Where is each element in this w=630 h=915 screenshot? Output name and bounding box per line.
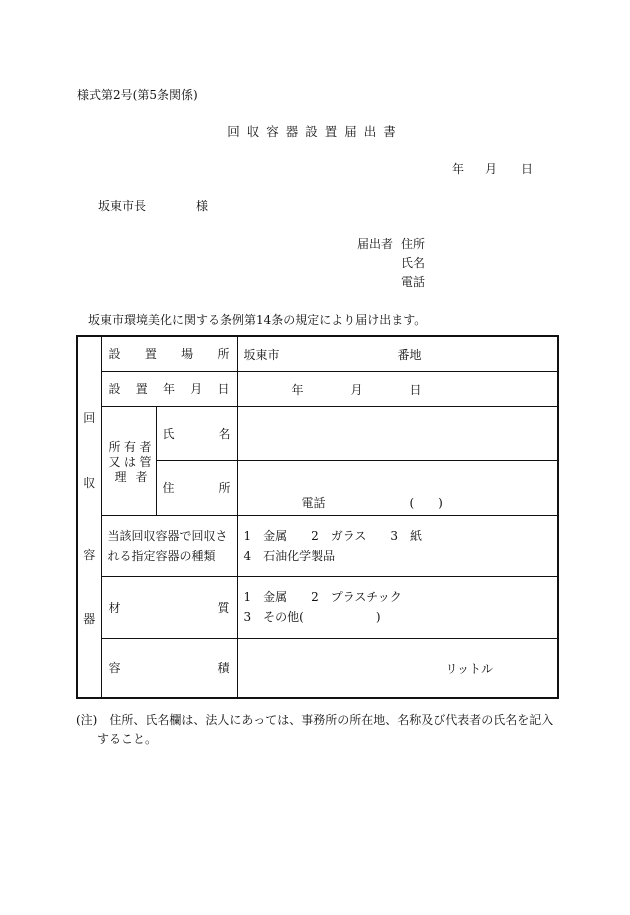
notifier-label: 届出者 — [357, 237, 394, 251]
page-title: 回収容器設置届出書 — [227, 124, 403, 139]
label-char: は — [123, 455, 136, 469]
label-char: 積 — [217, 661, 230, 676]
owner-label-cell — [101, 406, 156, 515]
location-banchi: 番地 — [397, 347, 422, 362]
types-value-cell[interactable] — [237, 515, 558, 576]
label-char: 者 — [135, 470, 148, 484]
addressee-name: 坂東市長 — [98, 199, 147, 213]
row-install-date — [77, 371, 558, 406]
owner-name-value-cell[interactable] — [237, 406, 558, 460]
types-line-1: 1 金属 2 ガラス 3 紙 — [243, 528, 423, 543]
row-location — [77, 336, 558, 371]
notifier-name-label: 氏名 — [401, 256, 426, 270]
install-year: 年 — [291, 382, 304, 397]
location-label-cell — [101, 336, 237, 371]
label-char: 設 — [108, 382, 121, 396]
owner-address-value-cell[interactable] — [237, 460, 558, 515]
label-char: 材 — [108, 600, 121, 615]
material-value-cell[interactable] — [237, 576, 558, 638]
label-char: 日 — [217, 382, 230, 396]
addressee-honorific: 様 — [196, 199, 209, 213]
label-char: 住 — [162, 481, 175, 495]
row-material — [77, 576, 558, 638]
types-label-line: れる指定容器の種類 — [107, 548, 216, 563]
label-char: 年 — [162, 382, 175, 396]
material-label-cell — [101, 576, 237, 638]
label-char: 場 — [181, 347, 194, 362]
install-date-label-cell — [101, 371, 237, 406]
note-line-2: すること。 — [97, 732, 158, 746]
declaration-text: 坂東市環境美化に関する条例第14条の規定により届け出ます。 — [88, 313, 427, 327]
date-year-label: 年 — [452, 162, 465, 176]
volume-label-cell — [101, 638, 237, 698]
label-char: 所 — [217, 347, 230, 362]
label-char: 置 — [135, 382, 148, 396]
date-month-label: 月 — [485, 162, 498, 176]
side-label-char: 容 — [83, 548, 96, 562]
install-day: 日 — [409, 382, 422, 397]
side-label-char: 収 — [83, 476, 96, 490]
side-label-cell — [77, 336, 101, 698]
label-char: 者 — [139, 440, 152, 454]
notifier-address-label: 住所 — [401, 237, 426, 251]
owner-phone-paren: ( ) — [409, 495, 443, 510]
install-month: 月 — [350, 382, 363, 397]
label-char: 所 — [218, 481, 231, 495]
types-line-2: 4 石油化学製品 — [243, 548, 336, 563]
label-char: 管 — [139, 455, 152, 469]
label-char: 理 — [114, 470, 127, 484]
label-char: 名 — [218, 426, 231, 441]
label-char: 設 — [108, 347, 121, 362]
row-volume — [77, 638, 558, 698]
material-line-2: 3 その他( ) — [243, 610, 381, 624]
note-line-1: (注) 住所、氏名欄は、法人にあっては、事務所の所在地、名称及び代表者の氏名を記入 — [76, 713, 554, 727]
location-city: 坂東市 — [243, 347, 280, 362]
install-date-value-cell[interactable] — [237, 371, 558, 406]
date-day-label: 日 — [521, 162, 534, 176]
location-value-cell[interactable] — [237, 336, 558, 371]
label-char: 容 — [108, 661, 121, 676]
volume-unit: リットル — [445, 661, 494, 676]
owner-name-label-cell — [156, 406, 237, 460]
label-char: 月 — [190, 382, 203, 396]
volume-value-cell[interactable] — [237, 638, 558, 698]
label-char: 氏 — [162, 426, 175, 441]
owner-address-label-cell — [156, 460, 237, 515]
types-label-line: 当該回収容器で回収さ — [107, 528, 228, 543]
side-label-char: 器 — [83, 612, 96, 626]
label-char: 置 — [144, 347, 157, 362]
types-label-cell — [101, 515, 237, 576]
label-char: 有 — [123, 440, 136, 454]
label-char: 質 — [217, 600, 230, 615]
container-form-table — [76, 335, 559, 699]
label-char: 又 — [108, 455, 121, 469]
side-label-char: 回 — [83, 411, 96, 425]
form-id: 様式第2号(第5条関係) — [77, 88, 198, 102]
label-char: 所 — [108, 440, 121, 454]
notifier-phone-label: 電話 — [401, 275, 426, 289]
material-line-1: 1 金属 2 プラスチック — [243, 590, 402, 604]
owner-phone-label: 電話 — [301, 495, 326, 510]
row-container-types — [77, 515, 558, 576]
row-owner-name — [77, 406, 558, 460]
